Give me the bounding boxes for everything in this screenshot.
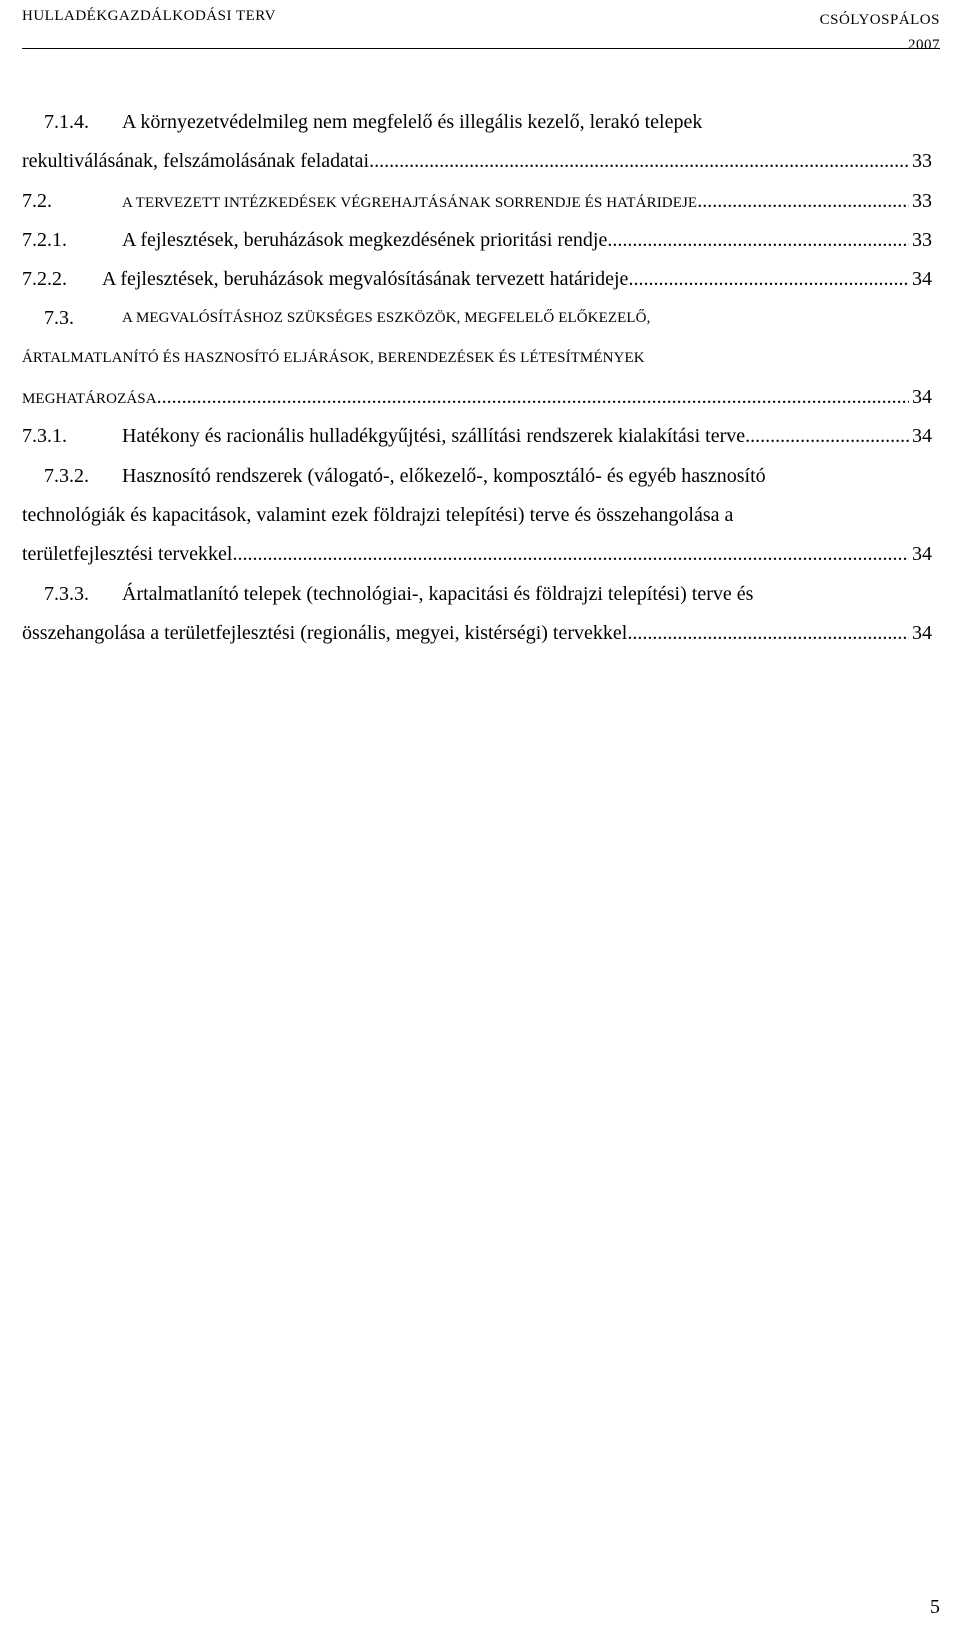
toc-text: A fejlesztések, beruházások megkezdésének prioritási rendje <box>122 229 608 251</box>
toc-leader <box>232 541 909 567</box>
toc-text: ÁRTALMATLANÍTÓ ÉS HASZNOSÍTÓ ELJÁRÁSOK, BERENDEZÉSEK ÉS LÉTESÍTMÉNYEK <box>22 350 645 366</box>
toc-entry-7-2-1[interactable] <box>22 227 932 253</box>
toc-page: 34 <box>912 386 932 408</box>
toc-leader <box>157 384 909 410</box>
toc-text: Ártalmatlanító telepek (technológiai-, kapacitási és földrajzi telepítési) terve és <box>122 583 754 605</box>
toc-text: A fejlesztések, beruházások megvalósításának tervezett határideje <box>102 268 629 290</box>
toc-number: 7.3.2. <box>44 465 89 487</box>
toc-entry-7-3-2[interactable] <box>22 463 932 489</box>
toc-leader <box>607 227 909 253</box>
toc-entry-7-3-2-cont[interactable] <box>22 502 932 528</box>
toc-text: Hatékony és racionális hulladékgyűjtési, szállítási rendszerek kialakítási terve <box>122 425 746 447</box>
toc-text: A környezetvédelmileg nem megfelelő és illegális kezelő, lerakó telepek <box>122 111 703 133</box>
toc-entry-7-3[interactable] <box>22 305 932 331</box>
header-meta <box>820 8 940 58</box>
toc-number: 7.3. <box>44 307 74 329</box>
toc-text: A TERVEZETT INTÉZKEDÉSEK VÉGREHAJTÁSÁNAK SORRENDJE ÉS HATÁRIDEJE <box>122 195 698 211</box>
toc-page: 34 <box>912 425 932 447</box>
toc-entry-7-3-2-cont2[interactable] <box>22 541 932 567</box>
toc-number: 7.2.2. <box>22 268 67 290</box>
toc-text: területfejlesztési tervekkel <box>22 543 233 565</box>
toc-page: 34 <box>912 622 932 644</box>
toc-entry-7-1-4[interactable] <box>22 109 932 135</box>
toc-text: Hasznosító rendszerek (válogató-, előkezelő-, komposztáló- és egyéb hasznosító <box>122 465 766 487</box>
toc-number: 7.2.1. <box>22 229 67 251</box>
toc-number: 7.3.3. <box>44 583 89 605</box>
toc-text: összehangolása a területfejlesztési (regionális, megyei, kistérségi) tervekkel <box>22 622 628 644</box>
toc-entry-7-3-3[interactable] <box>22 581 932 607</box>
header-title: HULLADÉKGAZDÁLKODÁSI TERV <box>22 8 276 24</box>
page-header <box>22 8 940 53</box>
toc-entry-7-3-1[interactable] <box>22 423 932 449</box>
toc-entry-7-2[interactable] <box>22 188 932 214</box>
toc-leader <box>369 148 909 174</box>
toc-text: technológiák és kapacitások, valamint ezek földrajzi telepítési) terve és összehangolása a <box>22 504 734 526</box>
toc-text: rekultiválásának, felszámolásának feladatai <box>22 150 370 172</box>
toc-entry-7-2-2[interactable] <box>22 266 932 292</box>
toc-page: 33 <box>912 150 932 172</box>
header-year: 2007 <box>908 37 940 53</box>
toc-number: 7.1.4. <box>44 111 89 133</box>
toc-page: 34 <box>912 543 932 565</box>
toc-leader <box>628 266 909 292</box>
toc-entry-7-1-4-cont[interactable] <box>22 148 932 174</box>
toc-page: 34 <box>912 268 932 290</box>
toc-text: A MEGVALÓSÍTÁSHOZ SZÜKSÉGES ESZKÖZÖK, MEGFELELŐ ELŐKEZELŐ, <box>122 310 651 326</box>
toc-entry-7-3-cont2[interactable] <box>22 384 932 410</box>
toc-leader <box>745 423 909 449</box>
toc-page: 33 <box>912 229 932 251</box>
page-number: 5 <box>930 1596 940 1618</box>
header-location: CSÓLYOSPÁLOS <box>819 12 940 28</box>
toc-entry-7-3-cont[interactable] <box>22 345 932 371</box>
toc-entry-7-3-3-cont[interactable] <box>22 620 932 646</box>
toc-leader <box>627 620 909 646</box>
toc-page: 33 <box>912 190 932 212</box>
toc-number: 7.3.1. <box>22 425 67 447</box>
toc-leader <box>697 188 909 214</box>
toc-number: 7.2. <box>22 190 52 212</box>
toc-text: MEGHATÁROZÁSA <box>22 391 157 407</box>
